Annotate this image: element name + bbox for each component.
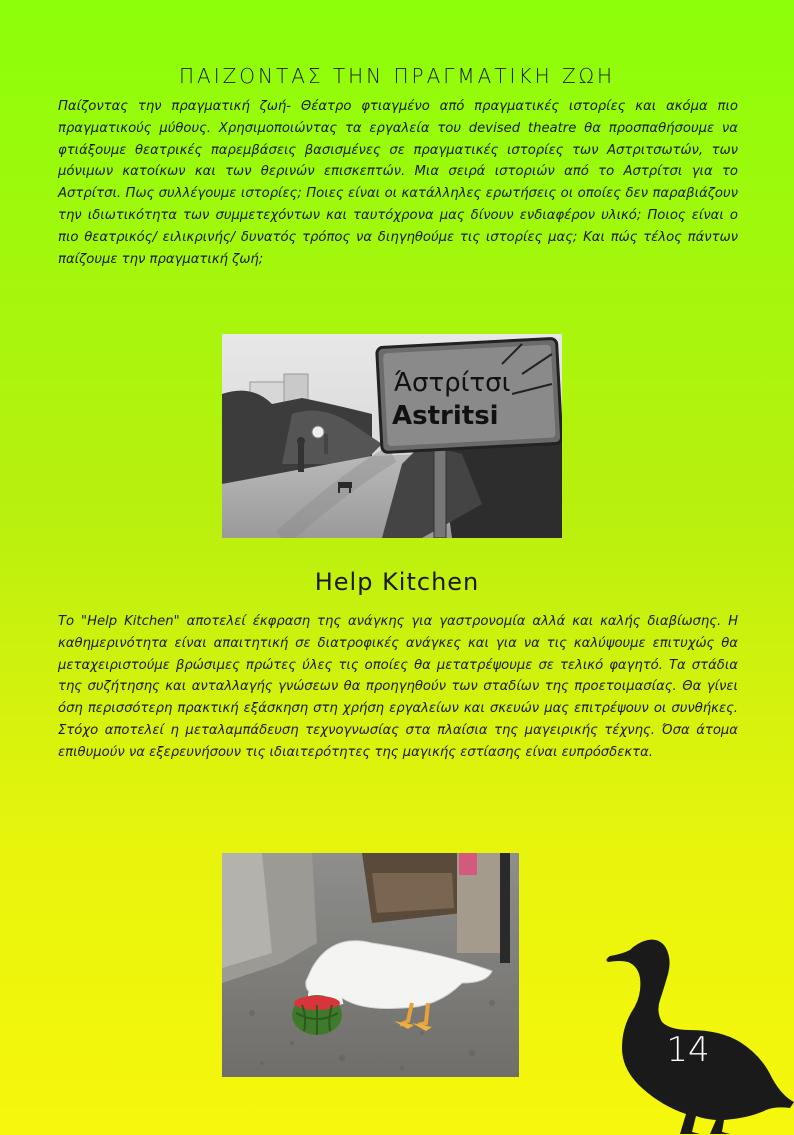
astritsi-sign-photo (222, 334, 562, 538)
page-number: 14 (666, 1030, 710, 1070)
sign-text-latin: Astritsi (392, 401, 499, 431)
section-body-help-kitchen: Το "Help Kitchen" αποτελεί έκφραση της ανάγκης για γαστρονομία αλλά και καλής διαβίωσης. Η καθημερινότητα είναι απαιτητική σε διατροφικές ανάγκες και για να τις καλύψουμε επιτυχώς θα μεταχειριστούμε βρώσιμες πρώτες ύλες τις οποίες θα μετατρέψουμε σε τελικό φαγητό. Τα στάδια της συζήτησης και ανταλλαγής γνώσεων θα προηγηθούν των σταδίων της προετοιμασίας. Θα γίνει όση περισσότερη πρακτική εξάσκηση στη χρήση εργαλείων και σκευών μας επιτρέψουν οι συνθήκες. Στόχο αποτελεί η μεταλαμπάδευση τεχνογνωσίας στα πλαίσια της μαγειρικής τέχνης. Όσα άτομα επιθυμούν να εξερευνήσουν τις ιδιαιτερότητες της μαγικής εστίασης είναι ευπρόσδεκτα. (58, 614, 738, 760)
sign-text-greek: Άστρίτσι (394, 368, 511, 398)
goose-watermelon-photo (222, 853, 519, 1077)
section-title-help-kitchen: Help Kitchen (314, 568, 480, 596)
section-title-real-life: ΠΑΙΖΟΝΤΑΣ ΤΗΝ ΠΡΑΓΜΑΤΙΚΗ ΖΩΗ (178, 64, 615, 88)
section-body-real-life: Παίζοντας την πραγματική ζωή- Θέατρο φτιαγμένο από πραγματικές ιστορίες και ακόμα πιο πραγματικούς μύθους. Χρησιμοποιώντας τα εργαλεία του devised theatre θα προσπαθήσουμε να φτιάξουμε θεατρικές παρεμβάσεις βασισμένες σε πραγματικές ιστορίες των Αστριτσωτών, των μόνιμων κατοίκων και των θερινών επισκεπτών. Μια σειρά ιστοριών από το Αστρίτσι για το Αστρίτσι. Πως συλλέγουμε ιστορίες; Ποιες είναι οι κατάλληλες ερωτήσεις οι οποίες δεν παραβιάζουν την ιδιωτικότητα των συμμετεχόντων και ταυτόχρονα μας δίνουν ενδιαφέρον υλικό; Ποιος είναι ο πιο θεατρικός/ ειλικρινής/ δυνατός τρόπος να διηγηθούμε τις ιστορίες μας; Και πώς τέλος πάντων παίζουμε την πραγματική ζωή; (58, 99, 738, 267)
